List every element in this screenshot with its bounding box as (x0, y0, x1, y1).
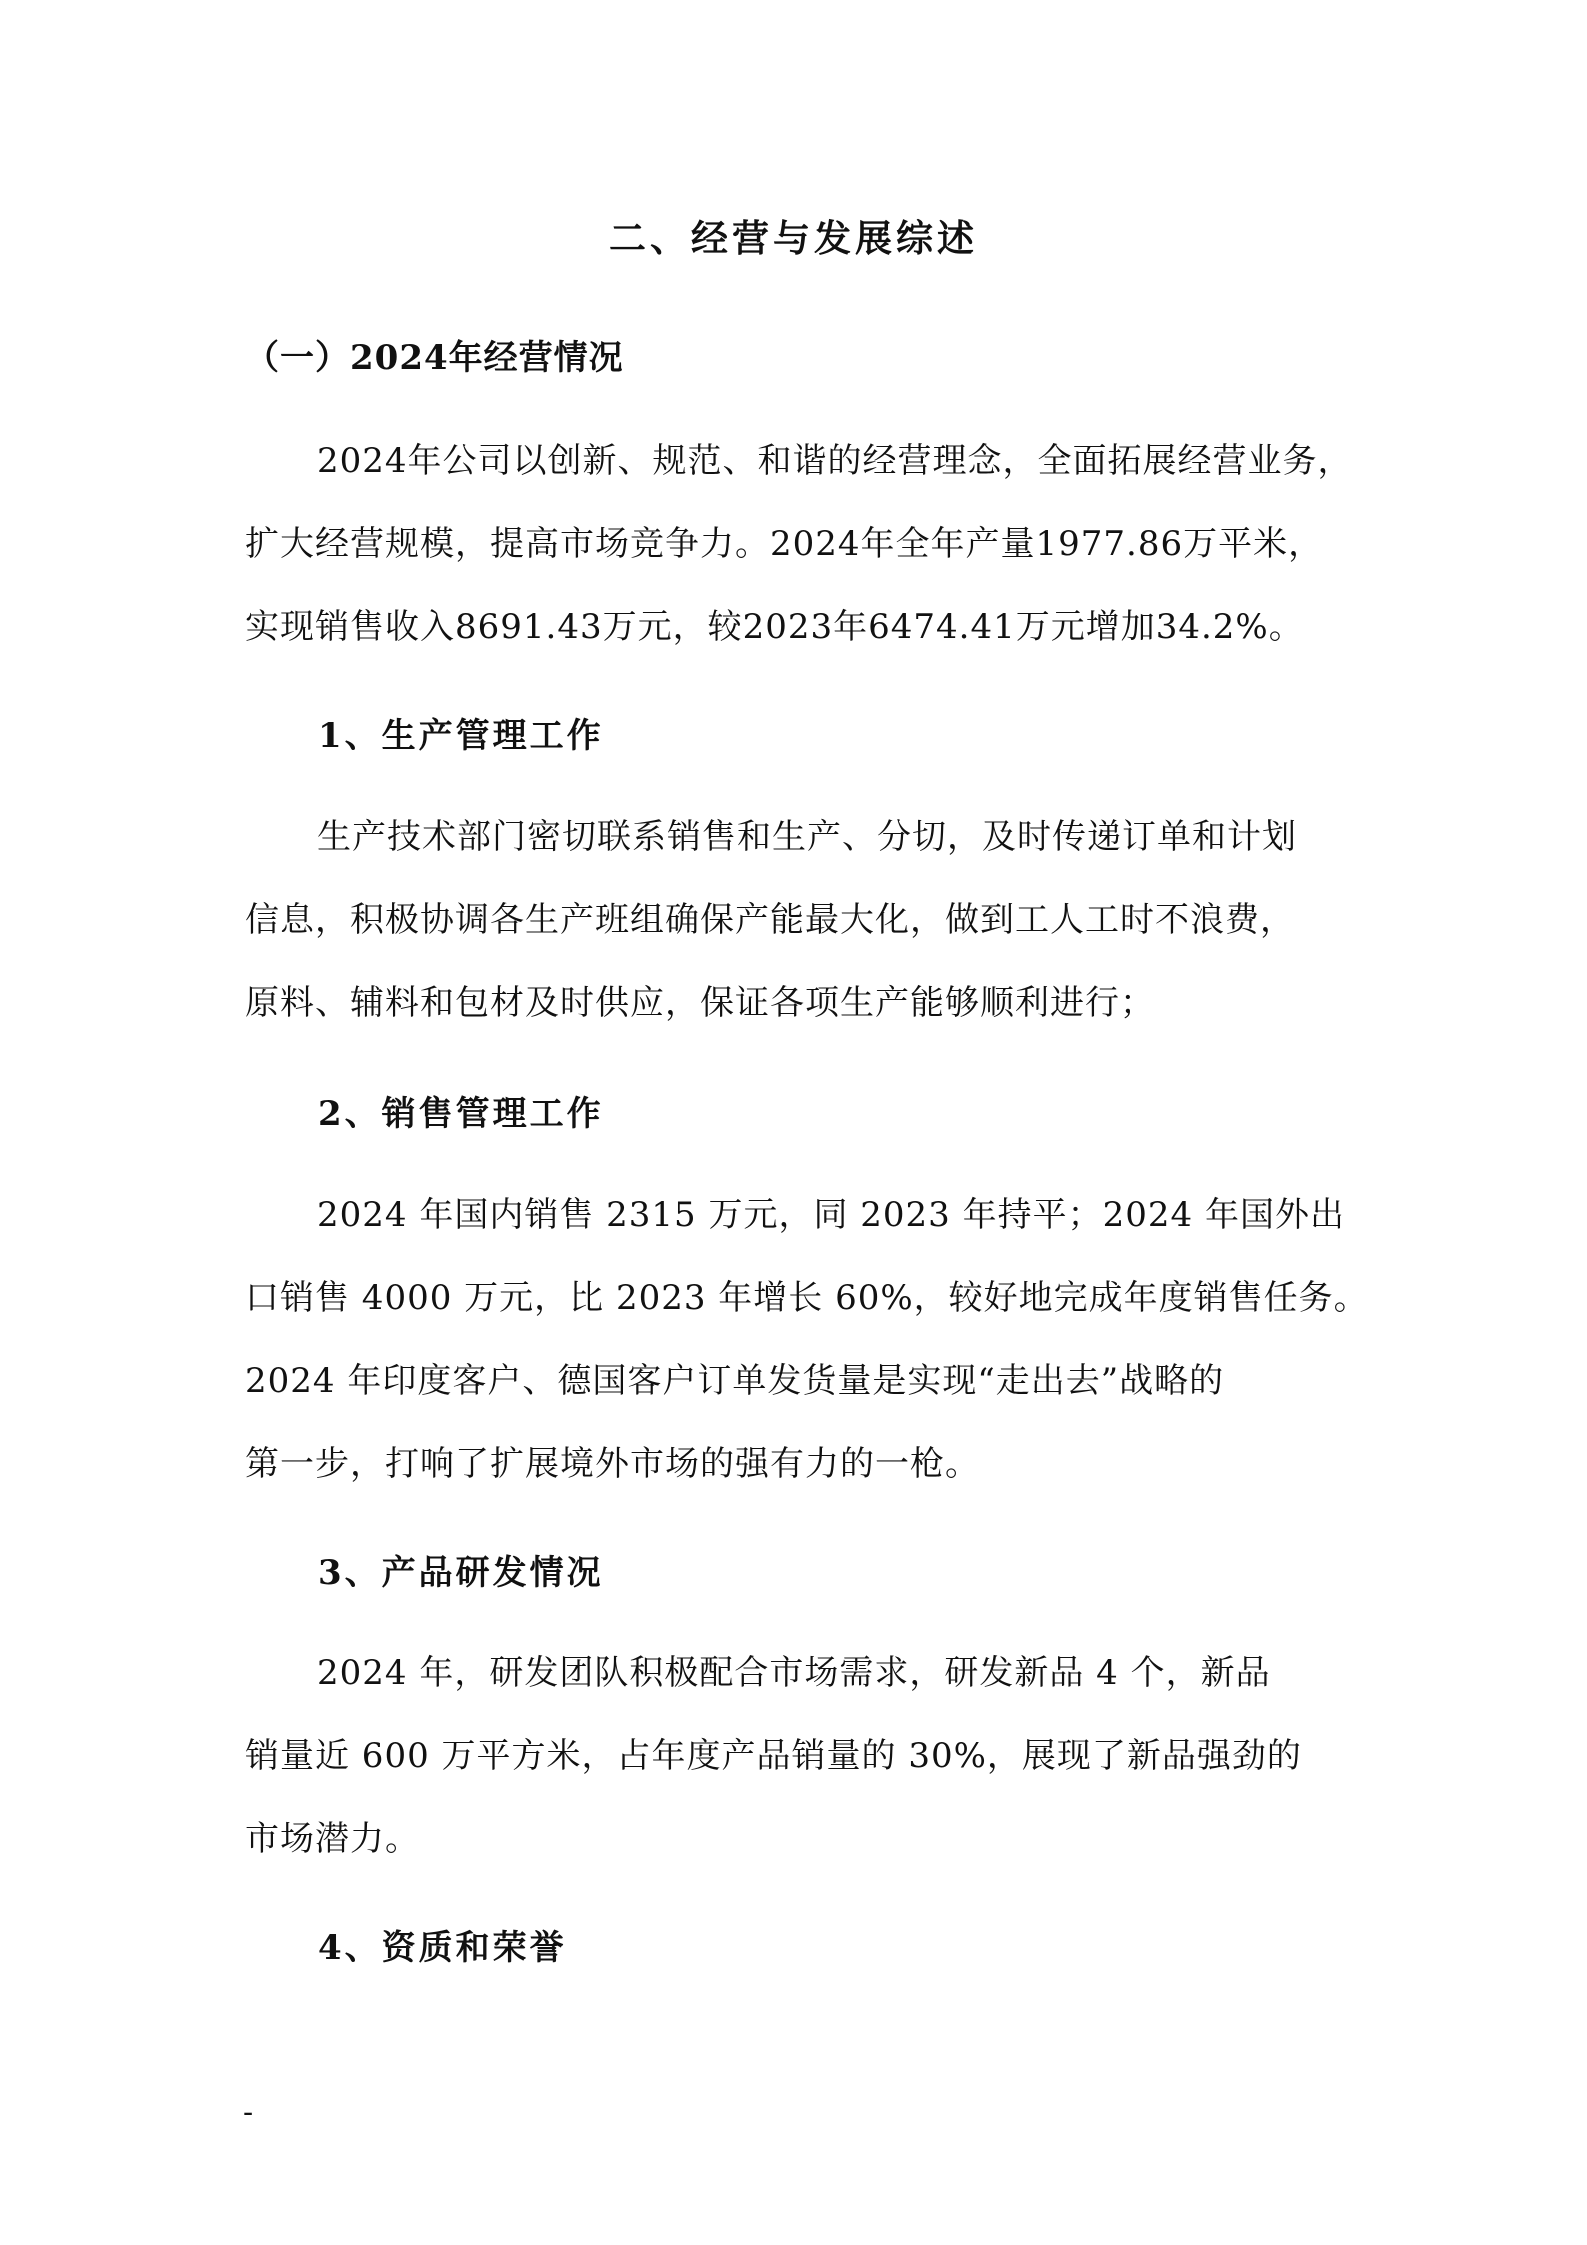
page-title: 二、经营与发展综述 (609, 216, 978, 260)
paragraph-line: 原料、辅料和包材及时供应，保证各项生产能够顺利进行； (245, 983, 1155, 1023)
paragraph-line: 实现销售收入8691.43万元，较2023年6474.41万元增加34.2%。 (245, 607, 1304, 647)
paragraph-line: 2024年公司以创新、规范、和谐的经营理念，全面拓展经营业务， (317, 441, 1353, 481)
section-heading-2024-operations: （一）2024年经营情况 (245, 338, 624, 378)
paragraph-line: 2024 年，研发团队积极配合市场需求，研发新品 4 个，新品 (317, 1653, 1271, 1693)
paragraph-line: 扩大经营规模，提高市场竞争力。2024年全年产量1977.86万平米， (245, 524, 1324, 564)
paragraph-2024-operations (245, 420, 1355, 669)
paragraph-line: 销量近 600 万平方米，占年度产品销量的 30%，展现了新品强劲的 (245, 1736, 1302, 1776)
paragraph-sales (245, 1174, 1369, 1506)
subsection-heading-sales: 2、销售管理工作 (318, 1094, 604, 1134)
paragraph-line: 信息，积极协调各生产班组确保产能最大化，做到工人工时不浪费， (245, 900, 1295, 940)
paragraph-rnd (245, 1632, 1355, 1881)
paragraph-line: 2024 年国内销售 2315 万元，同 2023 年持平；2024 年国外出 (317, 1195, 1345, 1235)
paragraph-production (245, 796, 1355, 1045)
subsection-heading-honors: 4、资质和荣誉 (318, 1928, 567, 1968)
paragraph-line: 2024 年印度客户、德国客户订单发货量是实现“走出去”战略的 (245, 1361, 1225, 1401)
paragraph-line: 第一步，打响了扩展境外市场的强有力的一枪。 (245, 1444, 980, 1484)
subsection-heading-rnd: 3、产品研发情况 (318, 1553, 604, 1593)
footer-mark: - (243, 2095, 254, 2130)
paragraph-line: 口销售 4000 万元，比 2023 年增长 60%，较好地完成年度销售任务。 (245, 1278, 1369, 1318)
subsection-heading-production: 1、生产管理工作 (318, 716, 604, 756)
paragraph-line: 市场潜力。 (245, 1819, 420, 1859)
paragraph-line: 生产技术部门密切联系销售和生产、分切，及时传递订单和计划 (317, 817, 1297, 857)
